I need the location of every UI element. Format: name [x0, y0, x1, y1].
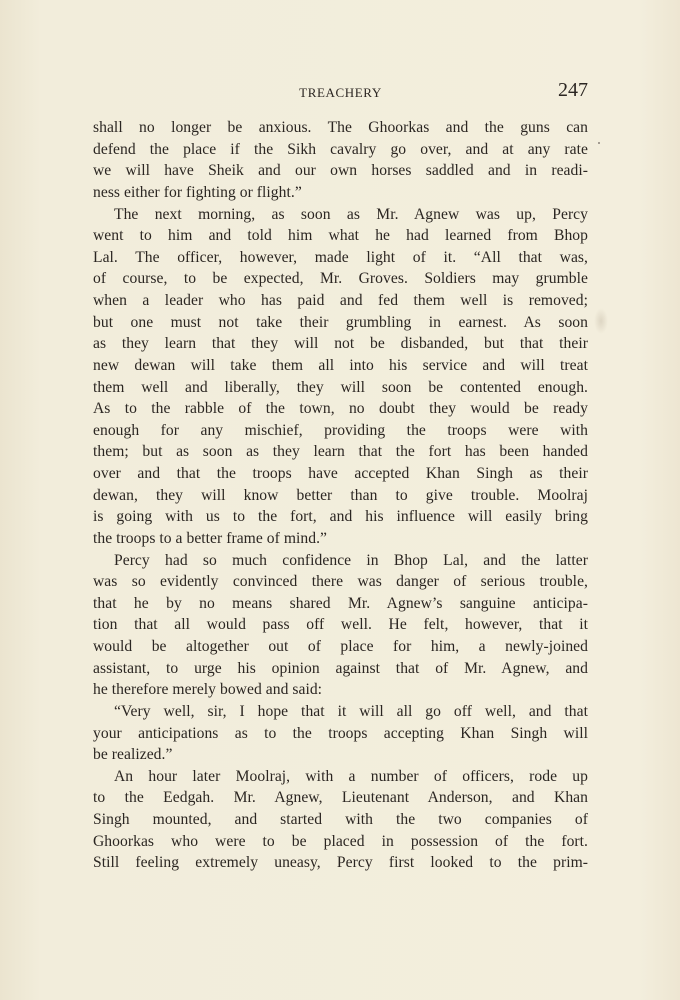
text-line: new dewan will take them all into his service and will treat [93, 356, 588, 374]
text-line: Singh mounted, and started with the two companies of [93, 811, 588, 828]
text-line: tion that all would pass off well. He felt, however, that it [93, 616, 588, 634]
text-line: when a leader who has paid and fed them well is removed; [93, 292, 588, 309]
paper-smudge [594, 308, 608, 334]
page-number: 247 [558, 79, 588, 101]
text-line: them well and liberally, they will soon be contented enough. [93, 378, 588, 396]
text-line: defend the place if the Sikh cavalry go over, and at any rate [93, 140, 588, 158]
text-line: dewan, they will know better than to give trouble. Moolraj [93, 486, 588, 504]
text-line: the troops to a better frame of mind.” [93, 529, 327, 547]
text-line: “Very well, sir, I hope that it will all go off well, and that [114, 702, 588, 720]
text-line: Percy had so much confidence in Bhop Lal, and the latter [114, 551, 588, 569]
text-line: ness either for fighting or flight.” [93, 183, 302, 201]
text-line: Ghoorkas who were to be placed in possession of the fort. [93, 832, 588, 850]
text-line: went to him and told him what he had learned from Bhop [93, 227, 588, 245]
text-line: your anticipations as to the troops accepting Khan Singh will [93, 724, 588, 742]
text-line: that he by no means shared Mr. Agnew’s sanguine anticipa- [93, 594, 588, 612]
text-line: of course, to be expected, Mr. Groves. Soldiers may grumble [93, 270, 588, 288]
text-line: was so evidently convinced there was danger of serious trouble, [93, 573, 588, 591]
text-line: but one must not take their grumbling in earnest. As soon [93, 313, 588, 331]
text-line: As to the rabble of the town, no doubt they would be ready [93, 400, 588, 418]
text-line: would be altogether out of place for him, a newly-joined [93, 638, 588, 655]
ink-speck [598, 142, 600, 144]
text-line: he therefore merely bowed and said: [93, 681, 323, 699]
text-line: The next morning, as soon as Mr. Agnew was up, Percy [114, 205, 588, 223]
text-line: enough for any mischief, providing the troops were with [93, 421, 588, 439]
text-line: Still feeling extremely uneasy, Percy first looked to the prim- [93, 854, 588, 872]
text-line: as they learn that they will not be disbanded, but that their [93, 335, 588, 353]
text-line: be realized.” [93, 746, 173, 764]
text-line: them; but as soon as they learn that the fort has been handed [93, 443, 588, 461]
running-head: TREACHERY [299, 85, 382, 100]
text-line: An hour later Moolraj, with a number of officers, rode up [114, 767, 588, 785]
text-line: to the Eedgah. Mr. Agnew, Lieutenant Anderson, and Khan [93, 789, 588, 807]
text-line: we will have Sheik and our own horses saddled and in readi- [93, 162, 588, 180]
text-line: over and that the troops have accepted Khan Singh as their [93, 465, 588, 482]
text-line: shall no longer be anxious. The Ghoorkas and the guns can [93, 119, 588, 136]
text-line: assistant, to urge his opinion against that of Mr. Agnew, and [93, 659, 588, 677]
body-text [93, 117, 588, 874]
text-line: Lal. The officer, however, made light of it. “All that was, [93, 248, 588, 266]
text-line: is going with us to the fort, and his influence will easily bring [93, 508, 588, 526]
page-header [93, 78, 588, 106]
